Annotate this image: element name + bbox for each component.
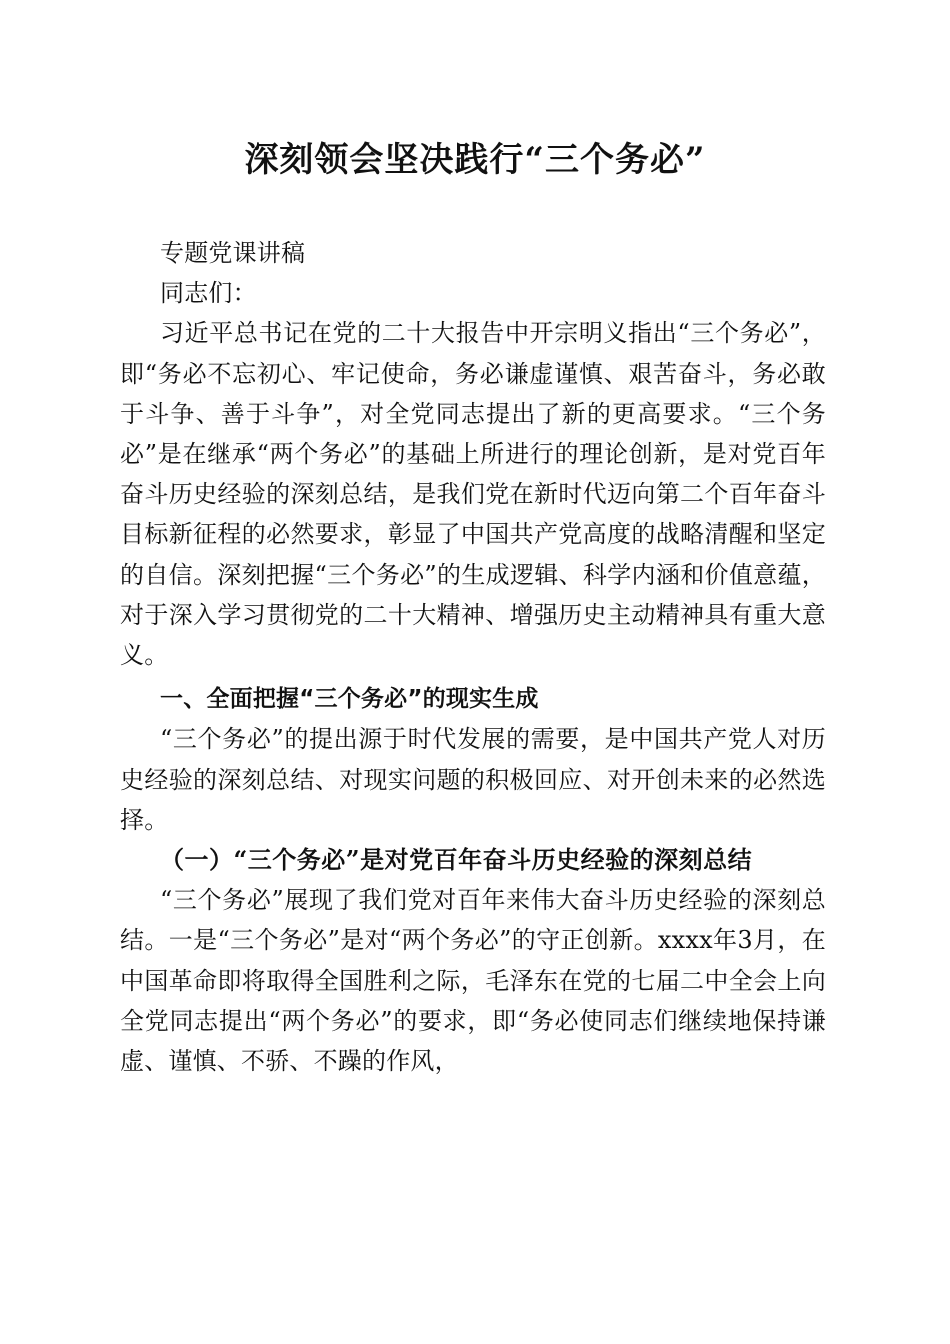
subsection-1-heading: （一）“三个务必”是对党百年奋斗历史经验的深刻总结	[160, 845, 753, 875]
intro-paragraph: 习近平总书记在党的二十大报告中开宗明义指出“三个务必”，即“务必不忘初心、牢记使命，务必谦虚谨慎、艰苦奋斗，务必敢于斗争、善于斗争”，对全党同志提出了新的更高要求。“三个务必”是在继承“两个务必”的基础上所进行的理论创新，是对党百年奋斗历史经验的深刻总结，是我们党在新时代迈向第二个百年奋斗目标新征程的必然要求，彰显了中国共产党高度的战略清醒和坚定的自信。深刻把握“三个务必”的生成逻辑、科学内涵和价值意蕴，对于深入学习贯彻党的二十大精神、增强历史主动精神具有重大意义。	[120, 319, 826, 670]
greeting: 同志们：	[160, 279, 257, 308]
document-title: 深刻领会坚决践行“三个务必”	[244, 140, 706, 180]
subsection-1-paragraph: “三个务必”展现了我们党对百年来伟大奋斗历史经验的深刻总结。一是“三个务必”是对“两个务必”的守正创新。xxxx年3月，在中国革命即将取得全国胜利之际，毛泽东在党的七届二中全会上向全党同志提出“两个务必”的要求，即“务必使同志们继续地保持谦虚、谨慎、不骄、不躁的作风，	[120, 886, 826, 1076]
document-body	[120, 233, 826, 1081]
document-subtitle: 专题党课讲稿	[160, 239, 306, 267]
section-1-paragraph: “三个务必”的提出源于时代发展的需要，是中国共产党人对历史经验的深刻总结、对现实问题的积极回应、对开创未来的必然选择。	[120, 725, 826, 834]
section-1-heading: 一、全面把握“三个务必”的现实生成	[160, 686, 539, 713]
